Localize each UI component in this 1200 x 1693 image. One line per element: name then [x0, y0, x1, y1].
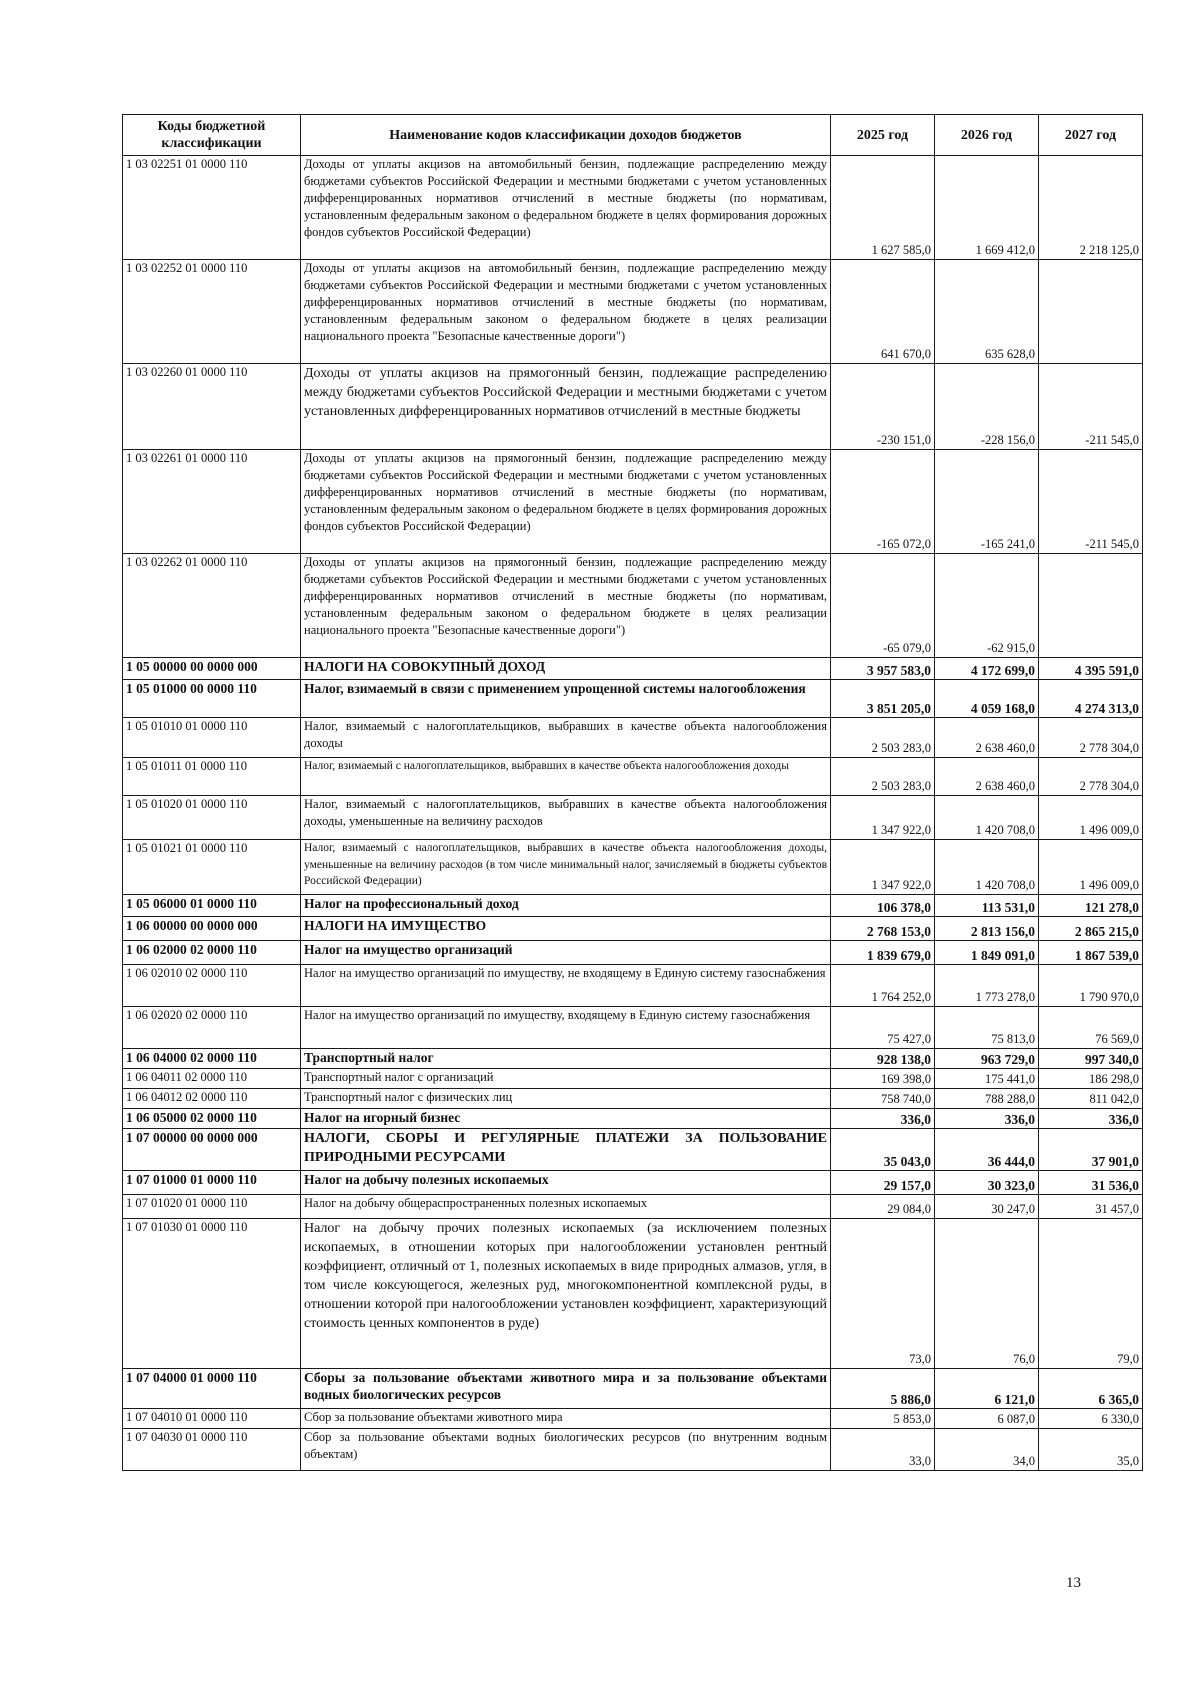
row-value-2027: 37 901,0 — [1039, 1129, 1143, 1171]
row-code: 1 03 02251 01 0000 110 — [123, 156, 301, 260]
table-header-row — [123, 115, 1143, 156]
row-value-2025: 5 886,0 — [831, 1369, 935, 1409]
row-code: 1 06 04000 02 0000 110 — [123, 1049, 301, 1069]
row-name: Налог, взимаемый с налогоплательщиков, выбравших в качестве объекта налогообложения доходы, уменьшенные на величину расходов (в том числе минимальный налог, зачисляемый в бюджеты субъектов Российской Федерации) — [301, 840, 831, 895]
row-value-2026: 1 420 708,0 — [935, 796, 1039, 840]
row-code: 1 05 01010 01 0000 110 — [123, 718, 301, 758]
row-value-2025: 758 740,0 — [831, 1089, 935, 1109]
row-value-2027: 6 330,0 — [1039, 1409, 1143, 1429]
table-row — [123, 758, 1143, 796]
row-value-2027: 4 395 591,0 — [1039, 658, 1143, 680]
row-value-2027: -211 545,0 — [1039, 450, 1143, 554]
row-value-2027: 2 778 304,0 — [1039, 758, 1143, 796]
row-name: Доходы от уплаты акцизов на прямогонный бензин, подлежащие распределению между бюджетами субъектов Российской Федерации и местными бюджетами с учетом установленных дифференцированных нормативов отчислений в местные бюджеты — [301, 364, 831, 450]
row-value-2027 — [1039, 260, 1143, 364]
row-value-2026: 75 813,0 — [935, 1007, 1039, 1049]
row-value-2026: 336,0 — [935, 1109, 1039, 1129]
table-row — [123, 1409, 1143, 1429]
row-value-2025: 1 764 252,0 — [831, 965, 935, 1007]
row-value-2025: 3 957 583,0 — [831, 658, 935, 680]
row-name: Доходы от уплаты акцизов на автомобильный бензин, подлежащие распределению между бюджетами субъектов Российской Федерации и местными бюджетами с учетом установленных дифференцированных нормативов отчислений в местные бюджеты (по нормативам, установленным федеральным законом о федеральном бюджете в целях реализации национального проекта "Безопасные качественные дороги") — [301, 260, 831, 364]
row-name: Сборы за пользование объектами животного мира и за пользование объектами водных биологических ресурсов — [301, 1369, 831, 1409]
row-name: Доходы от уплаты акцизов на прямогонный бензин, подлежащие распределению между бюджетами субъектов Российской Федерации и местными бюджетами с учетом установленных дифференцированных нормативов отчислений в местные бюджеты (по нормативам, установленным федеральным законом о федеральном бюджете в целях реализации национального проекта "Безопасные качественные дороги") — [301, 554, 831, 658]
row-name: Налог, взимаемый с налогоплательщиков, выбравших в качестве объекта налогообложения доходы — [301, 758, 831, 796]
row-value-2025: 928 138,0 — [831, 1049, 935, 1069]
row-value-2025: 336,0 — [831, 1109, 935, 1129]
row-value-2026: 2 813 156,0 — [935, 917, 1039, 941]
row-name: Налог на имущество организаций по имуществу, не входящему в Единую систему газоснабжения — [301, 965, 831, 1007]
row-value-2027: 2 865 215,0 — [1039, 917, 1143, 941]
table-row — [123, 1429, 1143, 1471]
row-name: Транспортный налог с физических лиц — [301, 1089, 831, 1109]
row-value-2027: 1 867 539,0 — [1039, 941, 1143, 965]
row-value-2025: 3 851 205,0 — [831, 680, 935, 718]
header-2027: 2027 год — [1039, 115, 1143, 156]
row-code: 1 05 00000 00 0000 000 — [123, 658, 301, 680]
row-value-2027: 31 457,0 — [1039, 1195, 1143, 1219]
row-name: Налог на добычу полезных ископаемых — [301, 1171, 831, 1195]
row-value-2025: 5 853,0 — [831, 1409, 935, 1429]
table-row — [123, 260, 1143, 364]
table-row — [123, 1369, 1143, 1409]
row-value-2027: 79,0 — [1039, 1219, 1143, 1369]
row-code: 1 06 04011 02 0000 110 — [123, 1069, 301, 1089]
row-value-2027: 2 778 304,0 — [1039, 718, 1143, 758]
row-name: Доходы от уплаты акцизов на прямогонный бензин, подлежащие распределению между бюджетами субъектов Российской Федерации и местными бюджетами с учетом установленных дифференцированных нормативов отчислений в местные бюджеты (по нормативам, установленным федеральным законом о федеральном бюджете в целях формирования дорожных фондов субъектов Российской Федерации) — [301, 450, 831, 554]
row-value-2026: 788 288,0 — [935, 1089, 1039, 1109]
row-code: 1 07 01000 01 0000 110 — [123, 1171, 301, 1195]
row-value-2026: 113 531,0 — [935, 895, 1039, 917]
row-name: Транспортный налог — [301, 1049, 831, 1069]
row-code: 1 03 02260 01 0000 110 — [123, 364, 301, 450]
row-code: 1 06 04012 02 0000 110 — [123, 1089, 301, 1109]
row-value-2025: 1 347 922,0 — [831, 796, 935, 840]
header-code: Коды бюджетной классификации — [123, 115, 301, 156]
row-value-2025: 2 503 283,0 — [831, 718, 935, 758]
row-value-2027: 31 536,0 — [1039, 1171, 1143, 1195]
row-value-2026: 635 628,0 — [935, 260, 1039, 364]
table-row — [123, 1069, 1143, 1089]
table-row — [123, 965, 1143, 1007]
row-value-2026: -165 241,0 — [935, 450, 1039, 554]
row-code: 1 07 01020 01 0000 110 — [123, 1195, 301, 1219]
row-value-2026: 76,0 — [935, 1219, 1039, 1369]
row-value-2025: 35 043,0 — [831, 1129, 935, 1171]
row-value-2026: 30 247,0 — [935, 1195, 1039, 1219]
row-value-2027: 6 365,0 — [1039, 1369, 1143, 1409]
row-code: 1 06 02000 02 0000 110 — [123, 941, 301, 965]
table-row — [123, 796, 1143, 840]
row-name: Налог на игорный бизнес — [301, 1109, 831, 1129]
table-row — [123, 1195, 1143, 1219]
row-value-2025: 2 503 283,0 — [831, 758, 935, 796]
row-code: 1 06 02020 02 0000 110 — [123, 1007, 301, 1049]
row-value-2025: 73,0 — [831, 1219, 935, 1369]
table-row — [123, 658, 1143, 680]
row-value-2027: 121 278,0 — [1039, 895, 1143, 917]
row-value-2027: 2 218 125,0 — [1039, 156, 1143, 260]
row-value-2027: -211 545,0 — [1039, 364, 1143, 450]
row-value-2026: -228 156,0 — [935, 364, 1039, 450]
row-name: Сбор за пользование объектами водных биологических ресурсов (по внутренним водным объектам) — [301, 1429, 831, 1471]
row-value-2027: 997 340,0 — [1039, 1049, 1143, 1069]
row-value-2026: -62 915,0 — [935, 554, 1039, 658]
row-value-2025: 33,0 — [831, 1429, 935, 1471]
table-row — [123, 917, 1143, 941]
row-name: НАЛОГИ НА ИМУЩЕСТВО — [301, 917, 831, 941]
row-value-2026: 30 323,0 — [935, 1171, 1039, 1195]
row-code: 1 06 02010 02 0000 110 — [123, 965, 301, 1007]
row-code: 1 07 00000 00 0000 000 — [123, 1129, 301, 1171]
row-value-2027: 4 274 313,0 — [1039, 680, 1143, 718]
row-value-2027: 186 298,0 — [1039, 1069, 1143, 1089]
row-value-2025: -165 072,0 — [831, 450, 935, 554]
row-code: 1 07 04030 01 0000 110 — [123, 1429, 301, 1471]
row-value-2025: 75 427,0 — [831, 1007, 935, 1049]
row-value-2027: 1 790 970,0 — [1039, 965, 1143, 1007]
row-code: 1 03 02261 01 0000 110 — [123, 450, 301, 554]
row-name: Налог, взимаемый с налогоплательщиков, выбравших в качестве объекта налогообложения доходы — [301, 718, 831, 758]
table-row — [123, 941, 1143, 965]
table-row — [123, 1171, 1143, 1195]
row-value-2027: 1 496 009,0 — [1039, 840, 1143, 895]
row-value-2025: -65 079,0 — [831, 554, 935, 658]
row-name: Налог на добычу прочих полезных ископаемых (за исключением полезных ископаемых, в отношении которых при налогообложении установлен рентный коэффициент, отличный от 1, полезных ископаемых в виде природных алмазов, угля, в том числе коксующегося, железных руд, многокомпонентной комплексной руды, в отношении которой при налогообложении установлен коэффициент, характеризующий стоимость ценных компонентов в руде) — [301, 1219, 831, 1369]
row-name: Доходы от уплаты акцизов на автомобильный бензин, подлежащие распределению между бюджетами субъектов Российской Федерации и местными бюджетами с учетом установленных дифференцированных нормативов отчислений в местные бюджеты (по нормативам, установленным федеральным законом о федеральном бюджете в целях формирования дорожных фондов субъектов Российской Федерации) — [301, 156, 831, 260]
row-name: Транспортный налог с организаций — [301, 1069, 831, 1089]
row-code: 1 05 01011 01 0000 110 — [123, 758, 301, 796]
table-row — [123, 680, 1143, 718]
row-value-2025: 1 627 585,0 — [831, 156, 935, 260]
table-row — [123, 840, 1143, 895]
table-row — [123, 1049, 1143, 1069]
revenue-table — [122, 114, 1143, 1471]
row-value-2027: 76 569,0 — [1039, 1007, 1143, 1049]
row-value-2027: 1 496 009,0 — [1039, 796, 1143, 840]
row-value-2027 — [1039, 554, 1143, 658]
row-name: НАЛОГИ, СБОРЫ И РЕГУЛЯРНЫЕ ПЛАТЕЖИ ЗА ПОЛЬЗОВАНИЕ ПРИРОДНЫМИ РЕСУРСАМИ — [301, 1129, 831, 1171]
row-name: Налог на имущество организаций по имуществу, входящему в Единую систему газоснабжения — [301, 1007, 831, 1049]
header-name: Наименование кодов классификации доходов бюджетов — [301, 115, 831, 156]
row-value-2026: 2 638 460,0 — [935, 718, 1039, 758]
row-code: 1 06 05000 02 0000 110 — [123, 1109, 301, 1129]
row-code: 1 07 04000 01 0000 110 — [123, 1369, 301, 1409]
table-row — [123, 1129, 1143, 1171]
row-code: 1 05 01021 01 0000 110 — [123, 840, 301, 895]
table-row — [123, 450, 1143, 554]
table-row — [123, 1109, 1143, 1129]
row-name: Налог на имущество организаций — [301, 941, 831, 965]
row-value-2026: 1 669 412,0 — [935, 156, 1039, 260]
row-value-2026: 36 444,0 — [935, 1129, 1039, 1171]
table-row — [123, 156, 1143, 260]
row-code: 1 05 01020 01 0000 110 — [123, 796, 301, 840]
row-value-2025: 106 378,0 — [831, 895, 935, 917]
table-row — [123, 364, 1143, 450]
row-value-2026: 1 420 708,0 — [935, 840, 1039, 895]
table-row — [123, 1089, 1143, 1109]
row-value-2025: 1 347 922,0 — [831, 840, 935, 895]
table-row — [123, 1219, 1143, 1369]
row-code: 1 07 04010 01 0000 110 — [123, 1409, 301, 1429]
row-value-2027: 811 042,0 — [1039, 1089, 1143, 1109]
row-value-2026: 34,0 — [935, 1429, 1039, 1471]
row-value-2025: 29 084,0 — [831, 1195, 935, 1219]
row-code: 1 06 00000 00 0000 000 — [123, 917, 301, 941]
row-value-2025: 2 768 153,0 — [831, 917, 935, 941]
table-row — [123, 554, 1143, 658]
row-name: Налог на добычу общераспространенных полезных ископаемых — [301, 1195, 831, 1219]
header-2026: 2026 год — [935, 115, 1039, 156]
row-value-2025: -230 151,0 — [831, 364, 935, 450]
row-value-2025: 1 839 679,0 — [831, 941, 935, 965]
row-value-2025: 169 398,0 — [831, 1069, 935, 1089]
row-name: Налог, взимаемый с налогоплательщиков, выбравших в качестве объекта налогообложения доходы, уменьшенные на величину расходов — [301, 796, 831, 840]
row-value-2026: 6 087,0 — [935, 1409, 1039, 1429]
row-code: 1 05 06000 01 0000 110 — [123, 895, 301, 917]
row-value-2026: 2 638 460,0 — [935, 758, 1039, 796]
row-value-2025: 29 157,0 — [831, 1171, 935, 1195]
row-value-2026: 963 729,0 — [935, 1049, 1039, 1069]
row-name: Налог на профессиональный доход — [301, 895, 831, 917]
row-name: НАЛОГИ НА СОВОКУПНЫЙ ДОХОД — [301, 658, 831, 680]
row-value-2027: 35,0 — [1039, 1429, 1143, 1471]
row-code: 1 05 01000 00 0000 110 — [123, 680, 301, 718]
row-value-2026: 175 441,0 — [935, 1069, 1039, 1089]
row-value-2026: 6 121,0 — [935, 1369, 1039, 1409]
row-name: Сбор за пользование объектами животного мира — [301, 1409, 831, 1429]
header-2025: 2025 год — [831, 115, 935, 156]
row-code: 1 03 02262 01 0000 110 — [123, 554, 301, 658]
row-value-2025: 641 670,0 — [831, 260, 935, 364]
table-row — [123, 1007, 1143, 1049]
row-value-2026: 4 172 699,0 — [935, 658, 1039, 680]
row-code: 1 03 02252 01 0000 110 — [123, 260, 301, 364]
row-code: 1 07 01030 01 0000 110 — [123, 1219, 301, 1369]
table-row — [123, 718, 1143, 758]
row-value-2027: 336,0 — [1039, 1109, 1143, 1129]
row-value-2026: 1 773 278,0 — [935, 965, 1039, 1007]
row-value-2026: 4 059 168,0 — [935, 680, 1039, 718]
page-number: 13 — [1066, 1575, 1081, 1591]
row-value-2026: 1 849 091,0 — [935, 941, 1039, 965]
row-name: Налог, взимаемый в связи с применением упрощенной системы налогообложения — [301, 680, 831, 718]
table-row — [123, 895, 1143, 917]
